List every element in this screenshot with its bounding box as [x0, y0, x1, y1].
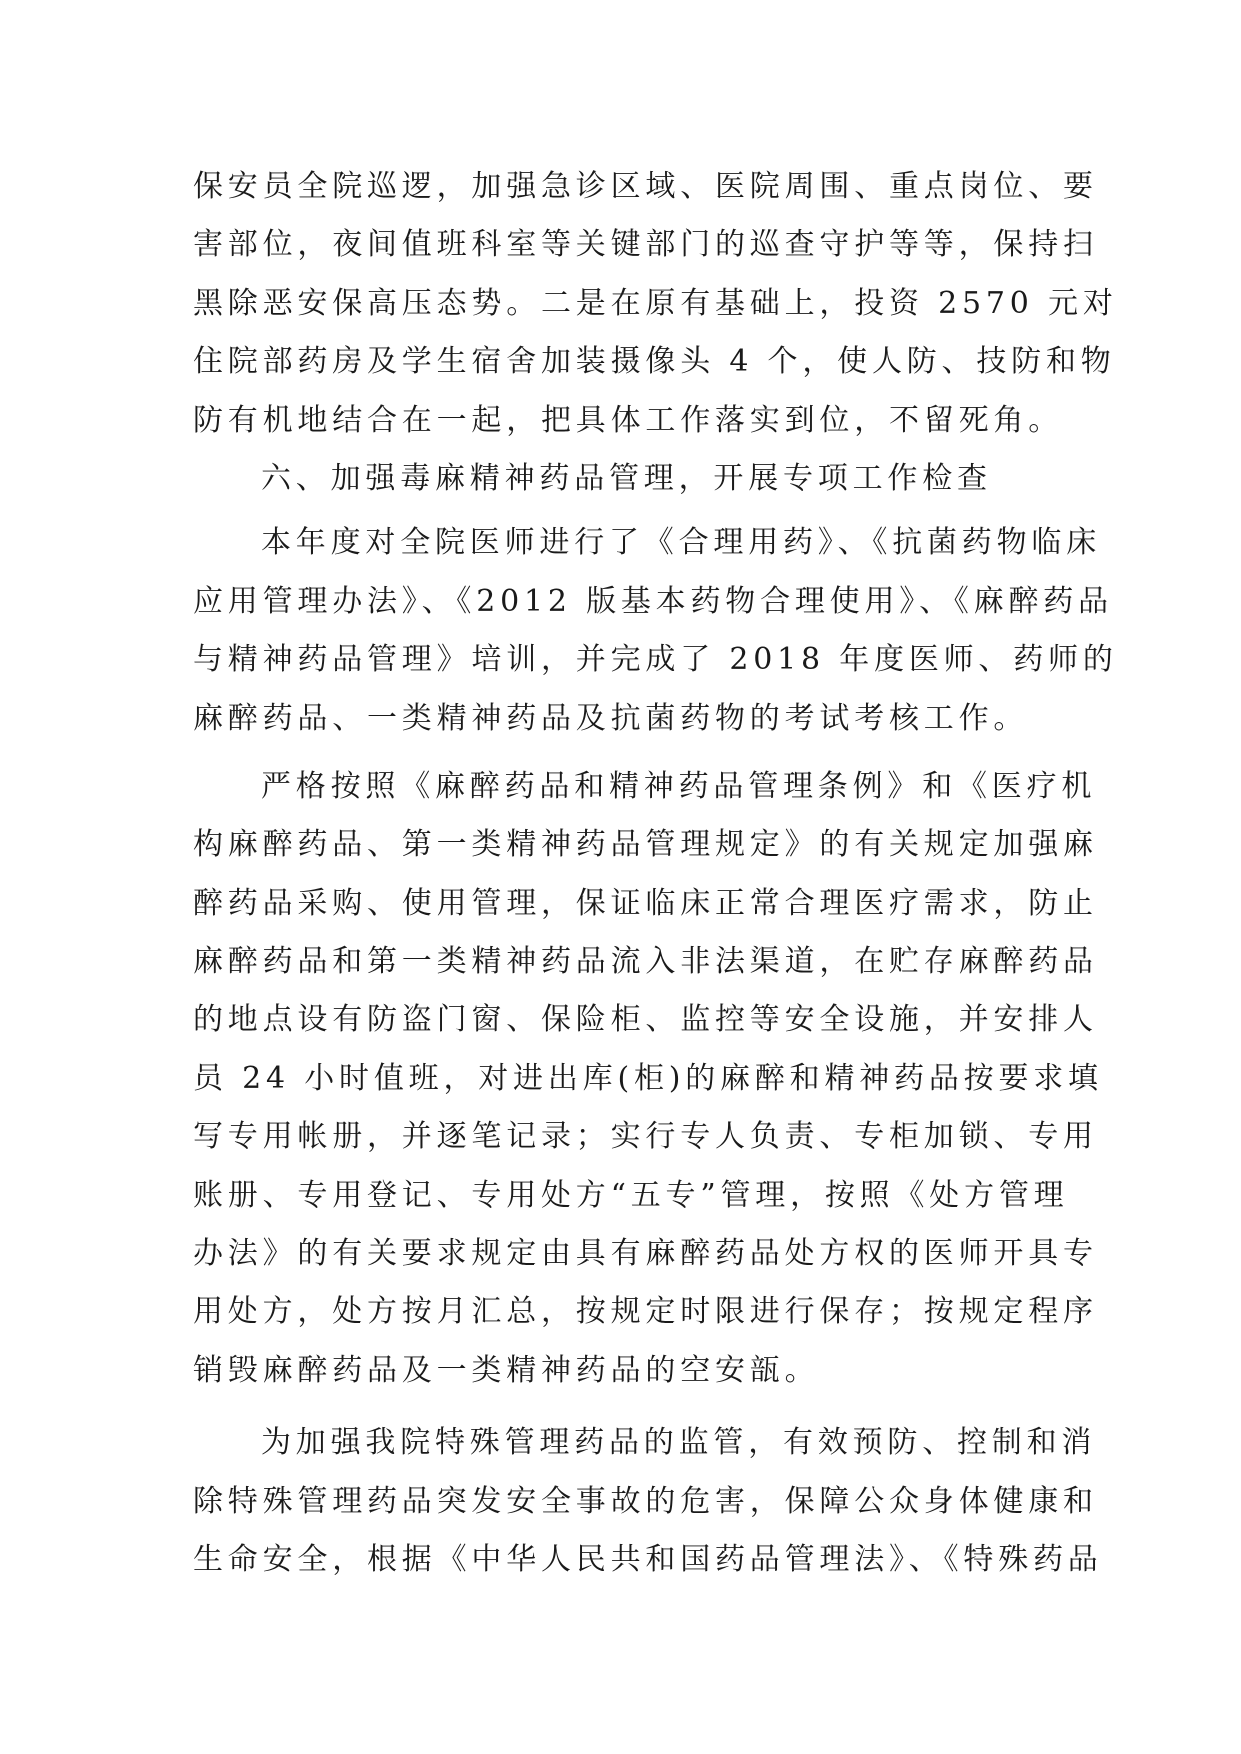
text-line: 醉药品采购、使用管理，保证临床正常合理医疗需求，防止	[193, 885, 1098, 921]
text-line: 麻醉药品、一类精神药品及抗菌药物的考试考核工作。	[193, 700, 1029, 736]
text-line: 用处方，处方按月汇总，按规定时限进行保存；按规定程序	[193, 1294, 1098, 1330]
text-line: 害部位，夜间值班科室等关键部门的巡查守护等等，保持扫	[193, 227, 1098, 263]
document-body	[193, 158, 1118, 1589]
text-line: 构麻醉药品、第一类精神药品管理规定》的有关规定加强麻	[193, 827, 1098, 863]
text-line: 黑除恶安保高压态势。二是在原有基础上，投资 2570 元对	[193, 285, 1118, 321]
text-line: 本年度对全院医师进行了《合理用药》、《抗菌药物临床	[261, 525, 1101, 561]
text-line: 写专用帐册，并逐笔记录；实行专人负责、专柜加锁、专用	[193, 1119, 1098, 1155]
text-line: 生命安全，根据《中华人民共和国药品管理法》、《特殊药品	[193, 1541, 1103, 1577]
text-line: 严格按照《麻醉药品和精神药品管理条例》和《医疗机	[261, 768, 1097, 804]
text-line: 销毁麻醉药品及一类精神药品的空安瓿。	[193, 1352, 820, 1388]
text-line: 办法》的有关要求规定由具有麻醉药品处方权的医师开具专	[193, 1236, 1098, 1272]
text-line: 防有机地结合在一起，把具体工作落实到位，不留死角。	[193, 402, 1063, 438]
text-line: 除特殊管理药品突发安全事故的危害，保障公众身体健康和	[193, 1483, 1098, 1519]
text-line: 麻醉药品和第一类精神药品流入非法渠道，在贮存麻醉药品	[193, 944, 1098, 980]
text-line: 为加强我院特殊管理药品的监管，有效预防、控制和消	[261, 1425, 1097, 1461]
text-line: 保安员全院巡逻，加强急诊区域、医院周围、重点岗位、要	[193, 169, 1098, 204]
text-line: 的地点设有防盗门窗、保险柜、监控等安全设施，并安排人	[193, 1002, 1098, 1038]
text-line: 六、加强毒麻精神药品管理，开展专项工作检查	[261, 460, 992, 496]
text-line: 账册、专用登记、专用处方“五专”管理，按照《处方管理	[193, 1177, 1069, 1213]
text-line: 应用管理办法》、《2012 版基本药物合理使用》、《麻醉药品	[193, 583, 1113, 619]
text-line: 住院部药房及学生宿舍加装摄像头 4 个，使人防、技防和物	[193, 344, 1116, 380]
text-line: 员 24 小时值班，对进出库(柜)的麻醉和精神药品按要求填	[193, 1060, 1103, 1096]
text-line: 与精神药品管理》培训，并完成了 2018 年度医师、药师的	[193, 642, 1118, 678]
